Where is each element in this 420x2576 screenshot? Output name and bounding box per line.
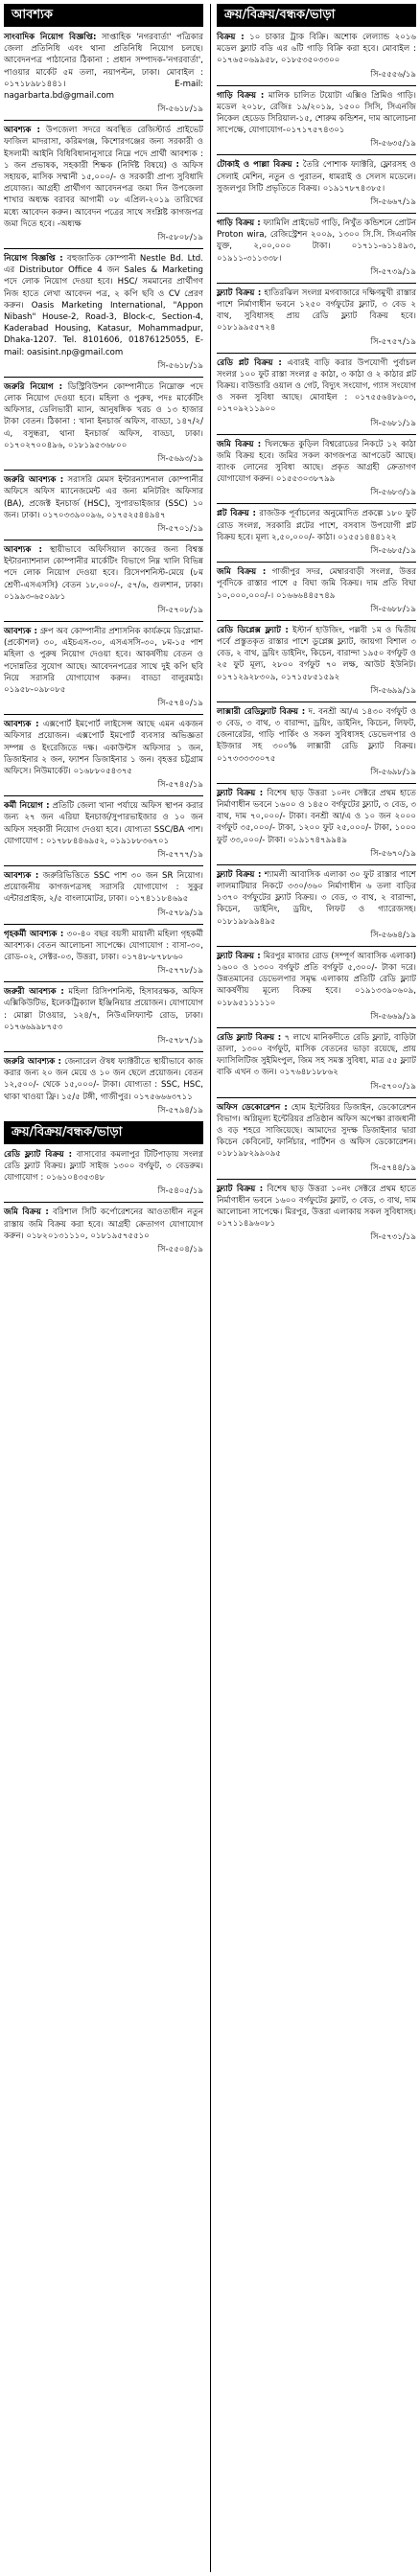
- ad-heading: রেডি প্লট বিক্রয় :: [217, 357, 282, 368]
- ad-reference-code: সি-৫৭৭৭/১৯: [157, 849, 203, 860]
- ad-reference-code: সি-৫৫০৪/১৯: [157, 1245, 203, 1255]
- classified-ad: [217, 90, 416, 137]
- ad-body: সরাসরি মেমস ইন্টারন্যাশনাল কোম্পানীর অফিসে অফিস ম্যানেজমেন্ট এর জন্য মনিটরিং অফিসার (BA), প্রজেক্ট ইনচার্জ (HSC), সুপারভাইজার (SSC) ১০ জন। ঢাকা। ০১৭০৩৩৯০০৯৬, ০১৭৫২৫৪৪৯৪৭: [4, 475, 203, 520]
- ad-separator: [217, 154, 416, 155]
- classified-ad: [217, 625, 416, 683]
- ad-body: বিশেষ ছাড় উত্তরা ১০নং সেক্টরে প্রথম হাতে নির্মাণাধীন ভবনে ১৬০০ ও ১৪৫০ বর্গফুটের ফ্ল্যাট, ৩ বেড, ৩ বাথ, দাম ৭০,০০০/- টাকা। বনশ্রী আ/এ ও ১০ জন ২০০০ বর্গফুট ৩৫,০০০/- টাকা, ১২০০ ফুট ২৫,০০০/- টাকা, ১০০০ ফুট ৩৩,০০০/- টাকা। ০১৯১৭৪৭৯৯৪৯: [217, 788, 416, 845]
- ad-reference-code: সি-৫৬৮৩/১৯: [370, 488, 416, 498]
- classified-ad: [4, 626, 203, 696]
- ad-body: বরিশাল সিটি কর্পোরেশনের আওতাধীন নতুন রাস্তায় জমি বিক্রয় করা হবে। আগ্রহী ক্রেতাগণ যোগাযোগ করুন। ০১৮২০১৩১১১০, ০১৮১৯৫৭৫৫১০: [4, 1208, 203, 1241]
- ad-heading: বিক্রয় :: [217, 33, 245, 42]
- ad-body: প্রতিটি জেলা খানা পর্যায়ে অফিস স্থাপন করার জন্য ২৭ জন এরিয়া ইনচার্জ/সুপারভাইজার ও ১০ জন অফিস সহকারী নিয়োগ দেওয়া হবে। যোগ্যতা SSC/BA পাশ। যোগাযোগ : ০১৭৮৮৪৪৬৯৫২, ০১৯১৮৮৩৬৭০১: [4, 801, 203, 846]
- section-header-wanted: আবশ্যক: [4, 4, 203, 27]
- ad-separator: [4, 714, 203, 715]
- ad-separator: [4, 248, 203, 249]
- classified-ad: [4, 474, 203, 521]
- ad-reference-code: সি-৫৪০৫/১৯: [157, 1186, 203, 1197]
- ad-heading: জরুরি আবশ্যক :: [4, 1057, 61, 1067]
- ad-separator: [4, 377, 203, 378]
- ad-heading: আবশ্যক :: [4, 544, 42, 555]
- ad-body: বহুজাতিক কোম্পানী Nestle Bd. Ltd. এর Distributor Office 4 জন Sales & Marketing পদে লোক নিয়োগ দেওয়া হবে। HSC/ সমমানের প্রার্থীগণ নিজ হাতে লেখা আবেদন পত্র, ২ কপি ছবি ও CV প্রেরণ করুন। Oasis Marketing International, "Appon Nibash" House-2, Road-3, Block-c, Section-4, Kaderabad Housing, Katasur, Mohammadpur, Dhaka-1207. Tel. 8101606, 01876125055, E-mail: oasisint.np@gmail.com: [4, 254, 203, 357]
- classified-ad: [217, 706, 416, 765]
- ad-body: খিলক্ষেত কুড়িল বিশ্বরোডের নিকটে ১২ কাঠা জমি বিক্রয় হবে। জমির সকল কাগজপত্র আপডেট আছে। ব্যাংক লোনের সুবিধা আছে। প্রকৃত আগ্রহী ক্রেতাগণ যোগাযোগ করুন। ০১৫৫৩০৩৮৭৯৯: [217, 439, 416, 485]
- ad-separator: [217, 434, 416, 435]
- ad-separator: [217, 503, 416, 504]
- ad-body: এক্সপোর্ট ইমপোর্ট লাইসেন্স আছে এমন একজন অফিসার প্রয়োজন। এক্সপোর্ট ইমপোর্ট ব্যবসার অভিজ্ঞতা সম্পন্ন ও ইংরেজিতে দক্ষ। একাউন্টস অফিসার ১ জন, ডিজাইনার ২ জন, ফ্যাশন ডিজাইনার ১ জন। বৃহত্তর চট্টগ্রাম অফিসে। নিউমার্কেট। ০১৬৮৮০৫৪৩৭৫: [4, 720, 204, 776]
- ads-list-buy-sell-left: [4, 1149, 203, 1256]
- ad-separator: [4, 1202, 203, 1203]
- classified-ad: [4, 1149, 203, 1184]
- ad-reference-code: সি-৫৬৯৯/১৯: [370, 685, 416, 696]
- ad-heading: জমি বিক্রয় :: [4, 1208, 49, 1218]
- right-column: [217, 4, 416, 1248]
- ad-reference-code: সি-৫৬৮১/১৯: [370, 418, 416, 428]
- ad-reference-code: সি-৫৬৯৮/১৯: [370, 767, 416, 777]
- ad-body: স্থায়ীভাবে অফিসিয়াল কাজের জন্য বিশ্বস্ত ইন্টারন্যাশনাল কোম্পানীর মার্কেটিং বিভাগে নিম্ন খালি বিভিন্ন পদে লোক নিয়োগ দেওয়া হবে। রিসেপশনিস্ট-মেয়ে (৮ম শ্রেণী-এসএসসি) বেতন ১৮,০০০/-, ৫৭/৬, গুলশান, ঢাকা। ০১৯৯৩-৬৫০৯৮১: [4, 544, 203, 602]
- ad-separator: [217, 85, 416, 86]
- ad-reference-code: সি-৫৭৭৮/১৯: [157, 966, 203, 977]
- ad-reference-code: সি-৫৭৯৪/১৯: [157, 1105, 203, 1116]
- classified-ad: [217, 566, 416, 602]
- ad-separator: [217, 562, 416, 563]
- ad-body: জেনারেল ঔষধ ফ্যাক্টরীতে স্থায়ীভাবে কাজ করার জন্য ২০ জন মেয়ে ও ১০ জন ছেলে প্রয়োজন। বেতন ১২,৫০০/- থেকে ১৫,০০০/- টাকা। যোগ্যতা : SSC, HSC, থাকা খাওয়া ফ্রি। ১৫/৫ টঙ্গী, গাজীপুর। ০১৭৫৬৬৬৩৭১১: [4, 1057, 203, 1102]
- ad-body: গ্রুপ অব কোম্পানীর প্রশাসনিক কার্যক্রমে ডিপ্লোমা-(প্রকৌশল) ৩০, এইচএস-৩০, এসএসসি-৩০, ৮ম-১৫ পাশ মহিলা ও পুরুষ নিয়োগ দেওয়া হবে। আকর্ষণীয় বেতন ও পদোন্নতির সুযোগ আছে। আবেদনপত্রের সাথে দুই কপি ছবি নিয়ে সরাসরি যোগাযোগ করুন। বাড্ডা বালুরমাঠ। ০১৯৫৮-০৯৮০৮৫: [4, 626, 203, 695]
- ad-reference-code: সি-৫৭৮৭/১৯: [157, 1036, 203, 1046]
- ad-body: ইস্টার্ন হাউজিং, পল্লবী ১ম ও দ্বিতীয় পর্বে প্রস্তুতকৃত রাস্তার পাশে ডুপ্লেক্স ফ্ল্যাট, জায়গা বিশাল ৩ বেড, ২ বাথ, ড্রয়িং ডাইনিং, কিচেন, বারান্দা ১৯৫০ বর্গফুট ও ২৫ ফুট মূল্য, ২৮০০ বর্গফুট ৭০ লক্ষ, আউট ইউনিট। ০১৭১২৯২৮৩০৯, ০১৭১৫৮৫১৫৯২: [217, 625, 416, 682]
- ad-heading: সাংবাদিক নিয়োগ বিজ্ঞপ্তি:: [4, 33, 97, 42]
- ad-body: ১০ চাকার ট্রাক বিক্রি। অশোক লেল্যান্ড ২০১৬ মডেল ফ্ল্যাট বডি এর ৬টি গাড়ি বিক্রি করা হবে। মোবাইল : ০১৭৬৫০৬৯৯৫৮, ০১৮৫৩৫০৩৩০০: [217, 33, 416, 66]
- column-divider: [210, 4, 211, 2572]
- ad-heading: কর্মী নিয়োগ :: [4, 801, 50, 812]
- classified-ad: [217, 357, 416, 416]
- ad-body: শ্যামলী আবাসিক এলাকা ৩০ ফুট রাস্তার পাশে লালমাটিয়ার নিকটে ৩৩০/৩৬০ নির্মাণাধীন ৬ তলা বাড়ির ১৩৭০ বর্গফুটের ফ্ল্যাট বিক্রয়। ৩ বেড, ৩ বাথ, ২ বারান্দা, কিচেন, ডাইনিং, ড্রয়িং, লিফট ও গ্যারেজসহ। ০১৮১৯৮৯৯৪৯৫: [217, 869, 417, 927]
- ad-body: জরুরিভিত্তিতে SSC পাশ ৩০ জন SR নিয়োগ। প্রয়োজনীয় কাগজপত্রসহ সরাসরি যোগাযোগ : সুকুর এন্টারপ্রাইজ, ২/৫ বাংলামোটর, ঢাকা। ০১৭৪১১৮৪৬৯৫: [4, 870, 204, 905]
- classified-ad: [217, 951, 416, 1009]
- ad-heading: ফ্ল্যাট বিক্রয় :: [217, 288, 262, 298]
- classified-ad: [217, 32, 416, 67]
- ad-reference-code: সি-৫৬৬৯/১৯: [370, 1011, 416, 1022]
- ad-separator: [4, 470, 203, 471]
- ad-reference-code: সি-৫৬৬৭/১৯: [370, 197, 416, 208]
- ad-body: হাতিরঝিল সংলগ্ন মগবাজারে দক্ষিণমুখী রাস্তার পাশে নির্মাণাধীন ভবনে ১২৫০ বর্গফুটের ফ্ল্যাট, ৩ বেড ২ বাথ, সুবিধাসহ প্রায় রেডি ফ্ল্যাট বিক্রয় হবে। ০১৮১৯৯৫৫৭২৪: [217, 288, 416, 334]
- ad-heading: জরুরি আবশ্যক :: [4, 475, 64, 486]
- ad-separator: [4, 924, 203, 925]
- classified-ad: [4, 544, 203, 603]
- ad-separator: [4, 120, 203, 121]
- classified-ad: [4, 719, 203, 777]
- ad-reference-code: সি-৫৭৪৫/১৯: [157, 780, 203, 791]
- ad-body: বিশেষ ছাড় উত্তরা ১০নং সেক্টরে প্রথম হাতে নির্মাণাধীন ভবনে ১৬০০ বর্গফুটের ফ্ল্যাট, ৩ বেড, ৩ বাথ, দাম আলোচনা সাপেক্ষে। মিরপুর, উত্তরা এলাকায় সকল সুবিধাসহ। ০১৭১১৪৯৬০৮১: [217, 1184, 416, 1230]
- ad-separator: [4, 865, 203, 866]
- ad-reference-code: সি-৫৬১৮/১৯: [157, 104, 203, 115]
- ad-body: মালিক চালিত টয়োটা এক্সিও প্রিমিও গাড়ি। মডেল ২০১৮, রেজিঃ ১৯/২০১৯, ১৫০০ সিসি, সিএনজি নিকেল হেডেড সিরিয়াল-১৫, শোরুম কন্ডিশন, দাম আলোচনা সাপেক্ষে, যোগাযোগ-০১৭১৭৫৭৪৩০১: [217, 90, 416, 136]
- ad-separator: [217, 946, 416, 947]
- ad-reference-code: সি-৫৭৮৯/১৯: [157, 908, 203, 918]
- ad-heading: জরুরি নিয়োগ :: [4, 381, 63, 392]
- ad-body: দ. বনশ্রী আ/এ ১৪৩০ বর্গফুট ও ৩ বেড, ৩ বাথ, ৩ বারান্দা, ড্রয়িং, ডাইনিং, কিচেন, লিফট, জেনারেটর, গাড়ি পার্কিং ও সকল সুবিধাসহ ডেভেলপার ও ইউজার সহ ৩০০% লাক্সারী রেডি ফ্ল্যাট বিক্রয়। ০১৭৩৩৩৩৩০৭৫: [217, 706, 417, 764]
- ad-body: রাজউক পূর্বাচলের অনুমোদিত প্রকল্পে ১৮০ ফুট রোড সংলগ্ন, সরকারি প্লটের পাশে, বসবাস উপযোগী প্লট বিক্রয় হবে। মূল্য ২,৫০,০০০/- কাঠা। ০১৫৫১৪৪৪১২২: [217, 509, 416, 542]
- ad-separator: [217, 353, 416, 354]
- classified-ad: [217, 439, 416, 486]
- ad-reference-code: সি-৫৫৫৬/১৯: [370, 69, 416, 80]
- ad-separator: [4, 981, 203, 982]
- ad-separator: [4, 1051, 203, 1052]
- classified-ad: [217, 218, 416, 264]
- ad-heading: ফ্ল্যাট বিক্রয় :: [217, 788, 264, 798]
- ad-heading: ফ্ল্যাট বিক্রয় :: [217, 951, 261, 961]
- ad-heading: টোকাই ও পাল্লা বিক্রয় :: [217, 160, 300, 171]
- ad-heading: আবশ্যক :: [4, 626, 37, 636]
- ad-heading: গাড়ি বিক্রয় :: [217, 90, 265, 101]
- ad-heading: জরুরী আবশ্যক :: [4, 987, 64, 998]
- ad-separator: [217, 283, 416, 284]
- ads-list-wanted: [4, 32, 203, 1117]
- ad-reference-code: সি-৫৬৮৫/১৯: [370, 546, 416, 557]
- ad-heading: প্লট বিক্রয় :: [217, 509, 256, 519]
- ad-reference-code: সি-৫৬৬৪/১৯: [370, 930, 416, 940]
- ad-body: ৩০-৪০ বছর বয়সী মায়ালী মহিলা গৃহকর্মী আবশ্যক। বেতন আলোচনা সাপেক্ষে। যোগাযোগ : বাসা-৩০, রোড-০২, সেক্টর-০৩, উত্তরা, ঢাকা। ০১৭৪৮-৮৭৮৮৬০: [4, 929, 203, 962]
- ad-body: তৈরি পোশাক ফ্যাক্টরি, ফ্লোরসহ ও সেলাই মেশিন, নতুন ও পুরাতন, ধামরাই ও সেলস মডেলে। সুজলপুর সিটি প্রভৃতিতে বিক্রয়। ০১৯১৭৮৭৪৩৮৫।: [217, 160, 416, 194]
- ad-heading: অফিস ডেকোরেশন :: [217, 1102, 288, 1113]
- classified-ad: [217, 869, 416, 928]
- classified-ad: [217, 1184, 416, 1230]
- ad-reference-code: সি-৫৭৩১/১৯: [370, 1232, 416, 1243]
- section-header-buy-sell-right: ক্রয়/বিক্রয়/বন্ধক/ভাড়া: [217, 4, 416, 27]
- section-header-buy-sell: ক্রয়/বিক্রয়/বন্ধক/ভাড়া: [4, 1121, 203, 1144]
- classified-ad: [4, 1207, 203, 1242]
- ad-heading: রেডি ফ্ল্যাট বিক্রয় :: [4, 1149, 73, 1160]
- classified-ad: [217, 288, 416, 334]
- ad-reference-code: সি-৫৭০৮/১৯: [157, 605, 203, 615]
- classified-ad: [4, 125, 203, 230]
- classified-ad: [4, 32, 203, 102]
- ad-body: ৭ লাখে মানিকদীতে রেডি ফ্ল্যাট, বাড়িটা তালা, ১৩০০ বর্গফুট, মাসিক বেতনের ভাড়া রয়েছে, প্রায় ফ্যাসিলিটিজ সুইমিংপুল, জিম সহ সমস্ত সুবিধা, মাত্র ৫৫ ফ্ল্যাট বাকি এখন ৩ জন। ০১৭৬৪৮১৮৮৬২: [217, 1032, 416, 1078]
- ad-heading: আবশ্যক :: [4, 126, 40, 136]
- ad-separator: [217, 864, 416, 865]
- classified-ad: [217, 1102, 416, 1161]
- ad-reference-code: সি-৫৮০৮/১৯: [157, 233, 203, 243]
- ad-reference-code: সি-৫৬৭০/১৯: [370, 848, 416, 859]
- ad-heading: জমি বিক্রয় :: [217, 439, 262, 449]
- ad-heading: ফ্ল্যাট বিক্রয় :: [217, 869, 262, 880]
- ad-separator: [217, 620, 416, 621]
- ad-heading: রেডি ডিপ্লেক্স ফ্ল্যাট :: [217, 625, 289, 635]
- ad-reference-code: সি-৫৭৩৯/১৯: [370, 266, 416, 277]
- ad-body: বাসাবোর কমলাপুর টিটিপাড়ায় সংলগ্ন রেডি ফ্ল্যাট বিক্রয়। ফ্ল্যাট সাইজ ১৩০০ বর্গফুট, ৩ বেডরুম। যোগাযোগ : ০১৬১০৪৩৫৩৪৮: [4, 1149, 204, 1184]
- classified-ad: [4, 253, 203, 358]
- classified-ad: [4, 800, 203, 847]
- ad-body: মহিলা রিসিপশনিস্ট, হিসাবরক্ষক, অফিস এক্সিকিউটিভ, ইলেকট্রিক্যাল ইঞ্জিনিয়ার প্রয়োজন। যোগাযোগ : মোল্লা টাওয়ার, ১২৪/৭, নিউএলিফ্যান্ট রোড, ঢাকা। ০১৭৬৬৯৯৮৭৫৩: [4, 987, 203, 1032]
- ad-heading: রেডি ফ্ল্যাট বিক্রয় :: [217, 1032, 282, 1043]
- classified-ad: [4, 870, 203, 906]
- ad-body: উপজেলা সদরে অবস্থিত রেজিস্টার্ড প্রাইভেট ফাজিল মাদরাসা, করিমগঞ্জ, কিশোরগঞ্জের জন্য সরকারী ও ইসলামী আইনি বিধিবিধানানুসারে নিম্নে পদে প্রার্থী আবশ্যক : ১ জন প্রভাষক, সহকারী শিক্ষক (নির্দিষ্ট বিষয়ে) ও অফিস সহায়ক, মাসিক সম্মানী ১৫,০০০/- ও সরকারী প্রাপ্য সুবিধাদি প্রযোজ্য। আগ্রহী প্রার্থীগণ আবেদনপত্র জমা দিন উপজেলা শাখার অধ্যক্ষ বরাবর আগামী ০৮ এপ্রিল-২০১৯ তারিখের মধ্যে আবেদন করুন। আবেদন পত্রের সাথে সংশ্লিষ্ট কাগজপত্র জমা দিতে হবে। -অধ্যক্ষ: [4, 126, 203, 229]
- ad-body: সাপ্তাহিক 'নগরবার্তা' পত্রিকার জেলা প্রতিনিধি এবং থানা প্রতিনিধি নিয়োগ চলছে। আবেদনপত্র পাঠানোর ঠিকানা : প্রধান সম্পাদক-'নগরবার্তা', পাওয়ার মার্কেট ৫ম তলা, নয়াপল্টন, ঢাকা। মোবাইল : ০১৭১৮৯৮১৪৪১। E-mail: nagarbarta.bd@gmail.com: [4, 33, 203, 102]
- ad-separator: [217, 1097, 416, 1098]
- ad-reference-code: সি-৫৬৮৮/১৯: [370, 604, 416, 614]
- classified-ad: [4, 381, 203, 451]
- ad-reference-code: সি-৫৭০১/১৯: [157, 523, 203, 534]
- classified-ad: [217, 788, 416, 846]
- ad-reference-code: সি-৫৭৪০/১৯: [157, 699, 203, 709]
- ad-body: হোম ইন্টেরিয়র ডিজাইন, ডেকোরেশন বিভাগ। অগ্নিমূল্য ইন্টেরিয়র প্রতিষ্ঠান অফিস অপেক্ষা রাজধানী ও বড় শহরে সাজিয়েছে। আমাদের সুদক্ষ ডিজাইনার দ্বারা কিচেন কেবিনেট, ফার্নিচার, পার্টিশন ও অফিস ডেকোরেশন। ০১৮১৯৮২৯৯০৯৫: [217, 1102, 417, 1160]
- ad-heading: ফ্ল্যাট বিক্রয় :: [217, 1184, 264, 1194]
- classified-ad: [217, 1032, 416, 1079]
- ads-list-buy-sell-right: [217, 32, 416, 1244]
- ad-body: ডিস্ট্রিবিউশন কোম্পানীতে নিম্নোক্ত পদে লোক নিয়োগ দেওয়া হবে। মহিলা ও পুরুষ, পদঃ মার্কেটিং অফিসার, ডেলিভারী ম্যান, আনুষঙ্গিক খরচ ও ১৩ হাজার টাকা বেতন। ঠিকানা : খানা ইনচার্জ অফিস, বাড্ডা, ১৪৭/২/এ, বসুন্ধরা, থানা ইনচার্জ অফিস, বাড্ডা, ঢাকা। ০১৭০২৭০০৪৯৬, ০১৮১৯৫৩৬৮০০: [4, 381, 204, 450]
- ad-heading: আবশ্যক :: [4, 720, 39, 730]
- classified-ad: [4, 1056, 203, 1103]
- ad-separator: [4, 795, 203, 796]
- ad-heading: আবশ্যক :: [4, 870, 39, 881]
- ad-separator: [4, 621, 203, 622]
- classified-ad: [4, 929, 203, 964]
- ad-body: মিরপুর মাজার রোড (সম্পূর্ণ আবাসিক এলাকা) ১৬০০ ও ১৩০০ বর্গফুট প্রতি বর্গফুট ৫,৩০০/- টাকা দরে। উন্নতমানের ডেভেলপার সমৃদ্ধ এলাকায় প্রতিটি রেডি ফ্ল্যাট আকর্ষণীয় মূল্যে বিক্রয় হবে। ০১৯১৩৩৯০৬০৯, ০১৮৯৫১১১১১০: [217, 951, 416, 1008]
- ad-body: গাজীপুর সদর, মেম্বারবাড়ী সংলগ্ন, উত্তর পূর্বদিকে রাস্তার পাশে ৫ বিঘা জমি বিক্রয়। দাম প্রতি বিঘা ১০,০০০,০০০/-। ০১৬৬৬৪৪৫৭৪৯: [217, 567, 416, 601]
- classified-ad: [4, 986, 203, 1033]
- ad-heading: জমি বিক্রয় :: [217, 567, 267, 578]
- ad-reference-code: সি-৫৭০০/১৯: [370, 1081, 416, 1092]
- ad-reference-code: সি-৫৭৪৪/১৯: [370, 1162, 416, 1173]
- ad-body: এবারই বাড়ি করার উপযোগী পুর্বাচল সংলগ্ন ১০০ ফুট রাস্তা সংলগ্ন ৫ কাঠা, ৩ কাঠা ও ২ কাঠার প্লট বিক্রয়। বাউন্ডারি ওয়াল ও গেট, বিদ্যুৎ সংযোগ, গ্যাস সংযোগ ও সকল সুবিধা আছে। মোবাইল : ০১৭৫৫৬৪৮৯০৩, ০১৭০৯২১১৯০০: [217, 357, 416, 415]
- ad-heading: নিয়োগ বিজ্ঞপ্তি :: [4, 254, 63, 264]
- ad-heading: লাক্সারী রেডিফ্ল্যাট বিক্রয় :: [217, 706, 306, 717]
- ad-heading: গাড়ি বিক্রয় :: [217, 218, 261, 229]
- ad-separator: [217, 1027, 416, 1028]
- ad-separator: [217, 213, 416, 214]
- classified-ad: [217, 508, 416, 543]
- ad-separator: [217, 783, 416, 784]
- ad-heading: গৃহকর্মী আবশ্যক :: [4, 929, 64, 939]
- ad-separator: [217, 1179, 416, 1180]
- ad-reference-code: সি-৫৬১৮/১৯: [157, 360, 203, 371]
- left-column: [4, 4, 203, 1260]
- classified-ad: [217, 159, 416, 195]
- ad-body: ফ্যামিলি প্রাইভেট গাড়ি, নিখুঁত কন্ডিশনে প্রোটন Proton wira, রেজিস্ট্রেশন ২০০৯, ১৩০০ সি.সি. সিএনজি যুক্ত, ২,০০,০০০ টাকা। ০১৭১১-৬১১৪৯৩, ০১৯১১-৩১১৩৩৮।: [217, 218, 416, 264]
- ad-reference-code: সি-৫৭৫৭/১৯: [370, 336, 416, 347]
- ad-reference-code: সি-৫৬৯৩/১৯: [157, 454, 203, 465]
- ad-reference-code: সি-৫৬৩৫/১৯: [370, 139, 416, 150]
